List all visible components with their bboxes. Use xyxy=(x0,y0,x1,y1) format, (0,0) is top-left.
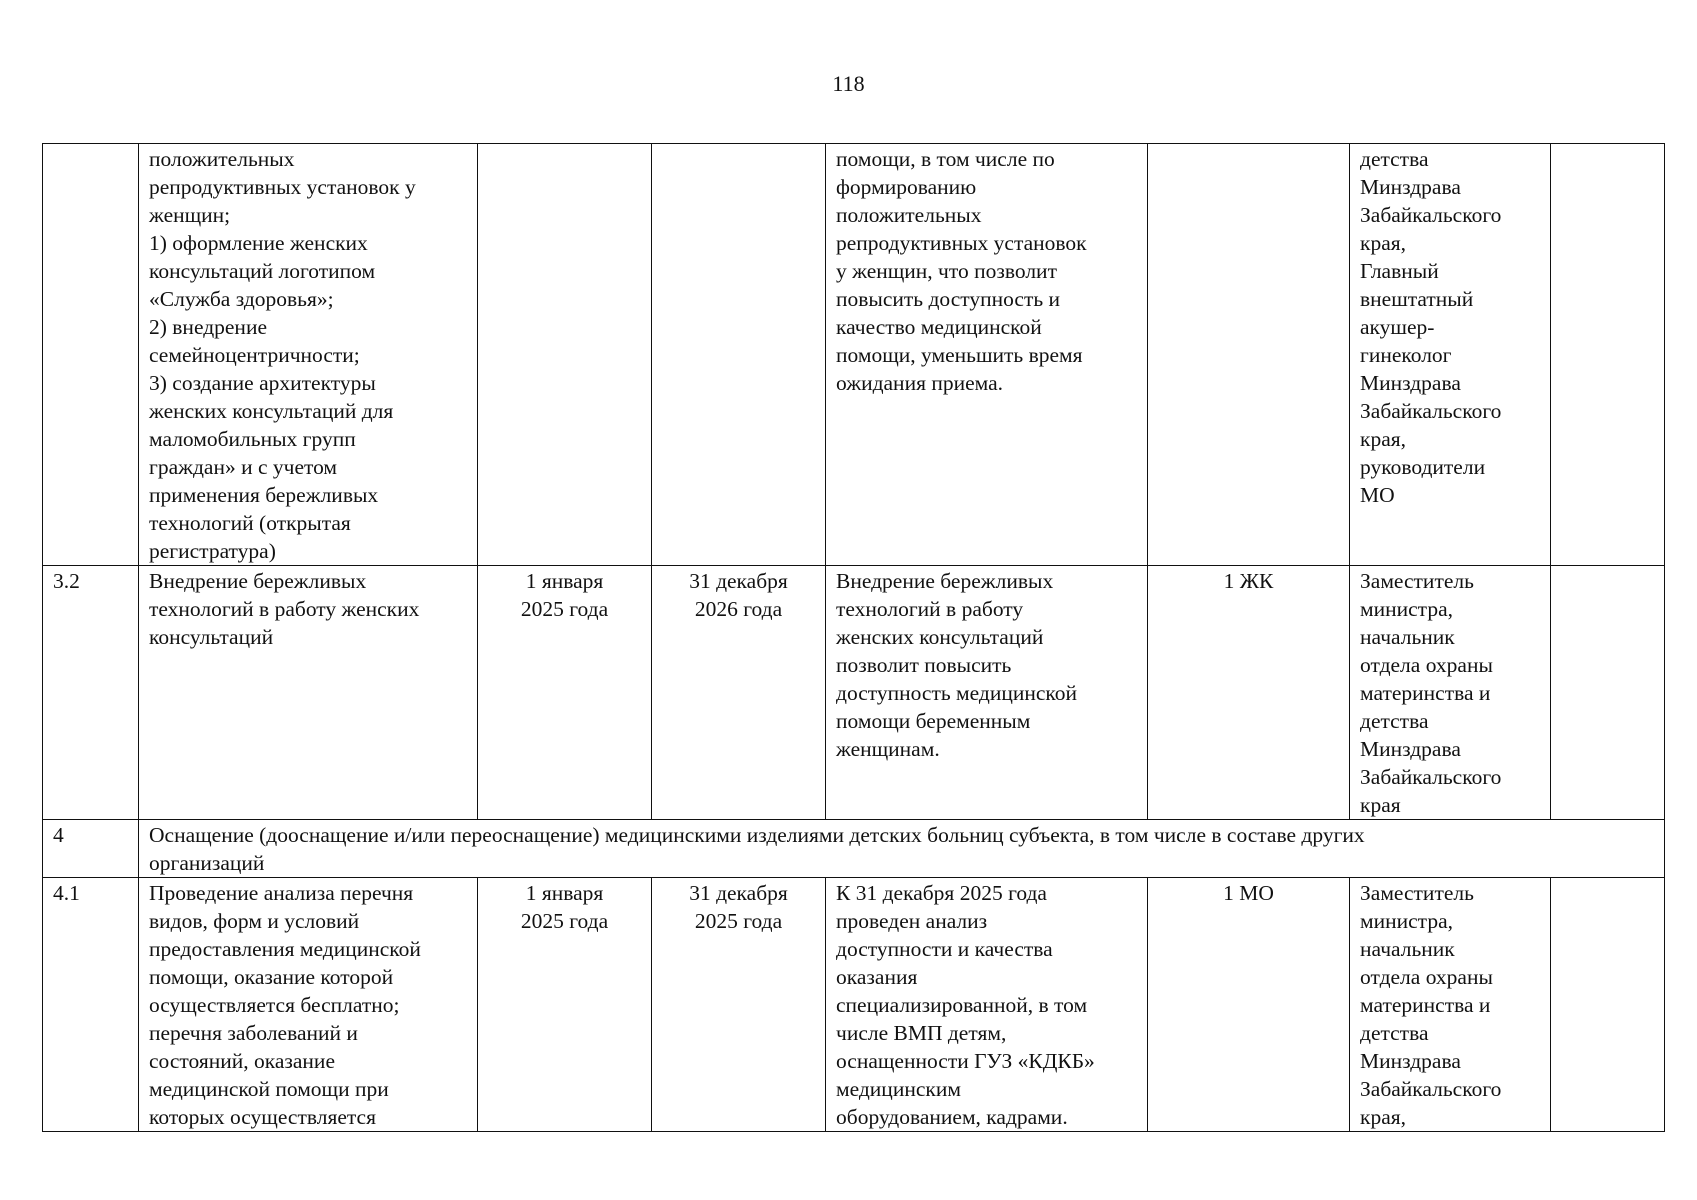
section-number-cell: 4 xyxy=(43,820,139,878)
start-date-cell: 1 января 2025 года xyxy=(478,878,652,1132)
section-row xyxy=(43,820,1665,878)
result-cell: помощи, в том числе по формированию положительных репродуктивных установок у женщин, что позволит повысить доступность и качество медицинской помощи, уменьшить время ожидания приема. xyxy=(826,144,1148,566)
responsible-cell: Заместитель министра, начальник отдела охраны материнства и детства Минздрава Забайкальского края xyxy=(1350,566,1551,820)
end-date-cell xyxy=(652,144,826,566)
section-title-cell: Оснащение (дооснащение и/или переоснащение) медицинскими изделиями детских больниц субъекта, в том числе в составе других организаций xyxy=(139,820,1665,878)
extra-cell xyxy=(1551,144,1665,566)
indicator-cell: 1 МО xyxy=(1148,878,1350,1132)
responsible-cell: детства Минздрава Забайкальского края, Главный внештатный акушер- гинеколог Минздрава Забайкальского края, руководители МО xyxy=(1350,144,1551,566)
page-number: 118 xyxy=(832,71,865,96)
extra-cell xyxy=(1551,878,1665,1132)
row-number-cell: 4.1 xyxy=(43,878,139,1132)
end-date-cell: 31 декабря 2026 года xyxy=(652,566,826,820)
result-cell: Внедрение бережливых технологий в работу женских консультаций позволит повысить доступность медицинской помощи беременным женщинам. xyxy=(826,566,1148,820)
start-date-cell xyxy=(478,144,652,566)
activity-cell: Внедрение бережливых технологий в работу женских консультаций xyxy=(139,566,478,820)
result-cell: К 31 декабря 2025 года проведен анализ доступности и качества оказания специализированной, в том числе ВМП детям, оснащенности ГУЗ «КДКБ» медицинским оборудованием, кадрами. xyxy=(826,878,1148,1132)
responsible-cell: Заместитель министра, начальник отдела охраны материнства и детства Минздрава Забайкальского края, xyxy=(1350,878,1551,1132)
table-row xyxy=(43,144,1665,566)
row-number-cell xyxy=(43,144,139,566)
activity-cell: Проведение анализа перечня видов, форм и условий предоставления медицинской помощи, оказание которой осуществляется бесплатно; перечня заболеваний и состояний, оказание медицинской помощи при которых осуществляется xyxy=(139,878,478,1132)
activity-table xyxy=(42,143,1665,1132)
table-row xyxy=(43,878,1665,1132)
row-number-cell: 3.2 xyxy=(43,566,139,820)
start-date-cell: 1 января 2025 года xyxy=(478,566,652,820)
activity-cell: положительных репродуктивных установок у женщин; 1) оформление женских консультаций логотипом «Служба здоровья»; 2) внедрение семейноцентричности; 3) создание архитектуры женских консультаций для маломобильных групп граждан» и с учетом применения бережливых технологий (открытая регистратура) xyxy=(139,144,478,566)
extra-cell xyxy=(1551,566,1665,820)
indicator-cell xyxy=(1148,144,1350,566)
indicator-cell: 1 ЖК xyxy=(1148,566,1350,820)
table-row xyxy=(43,566,1665,820)
end-date-cell: 31 декабря 2025 года xyxy=(652,878,826,1132)
